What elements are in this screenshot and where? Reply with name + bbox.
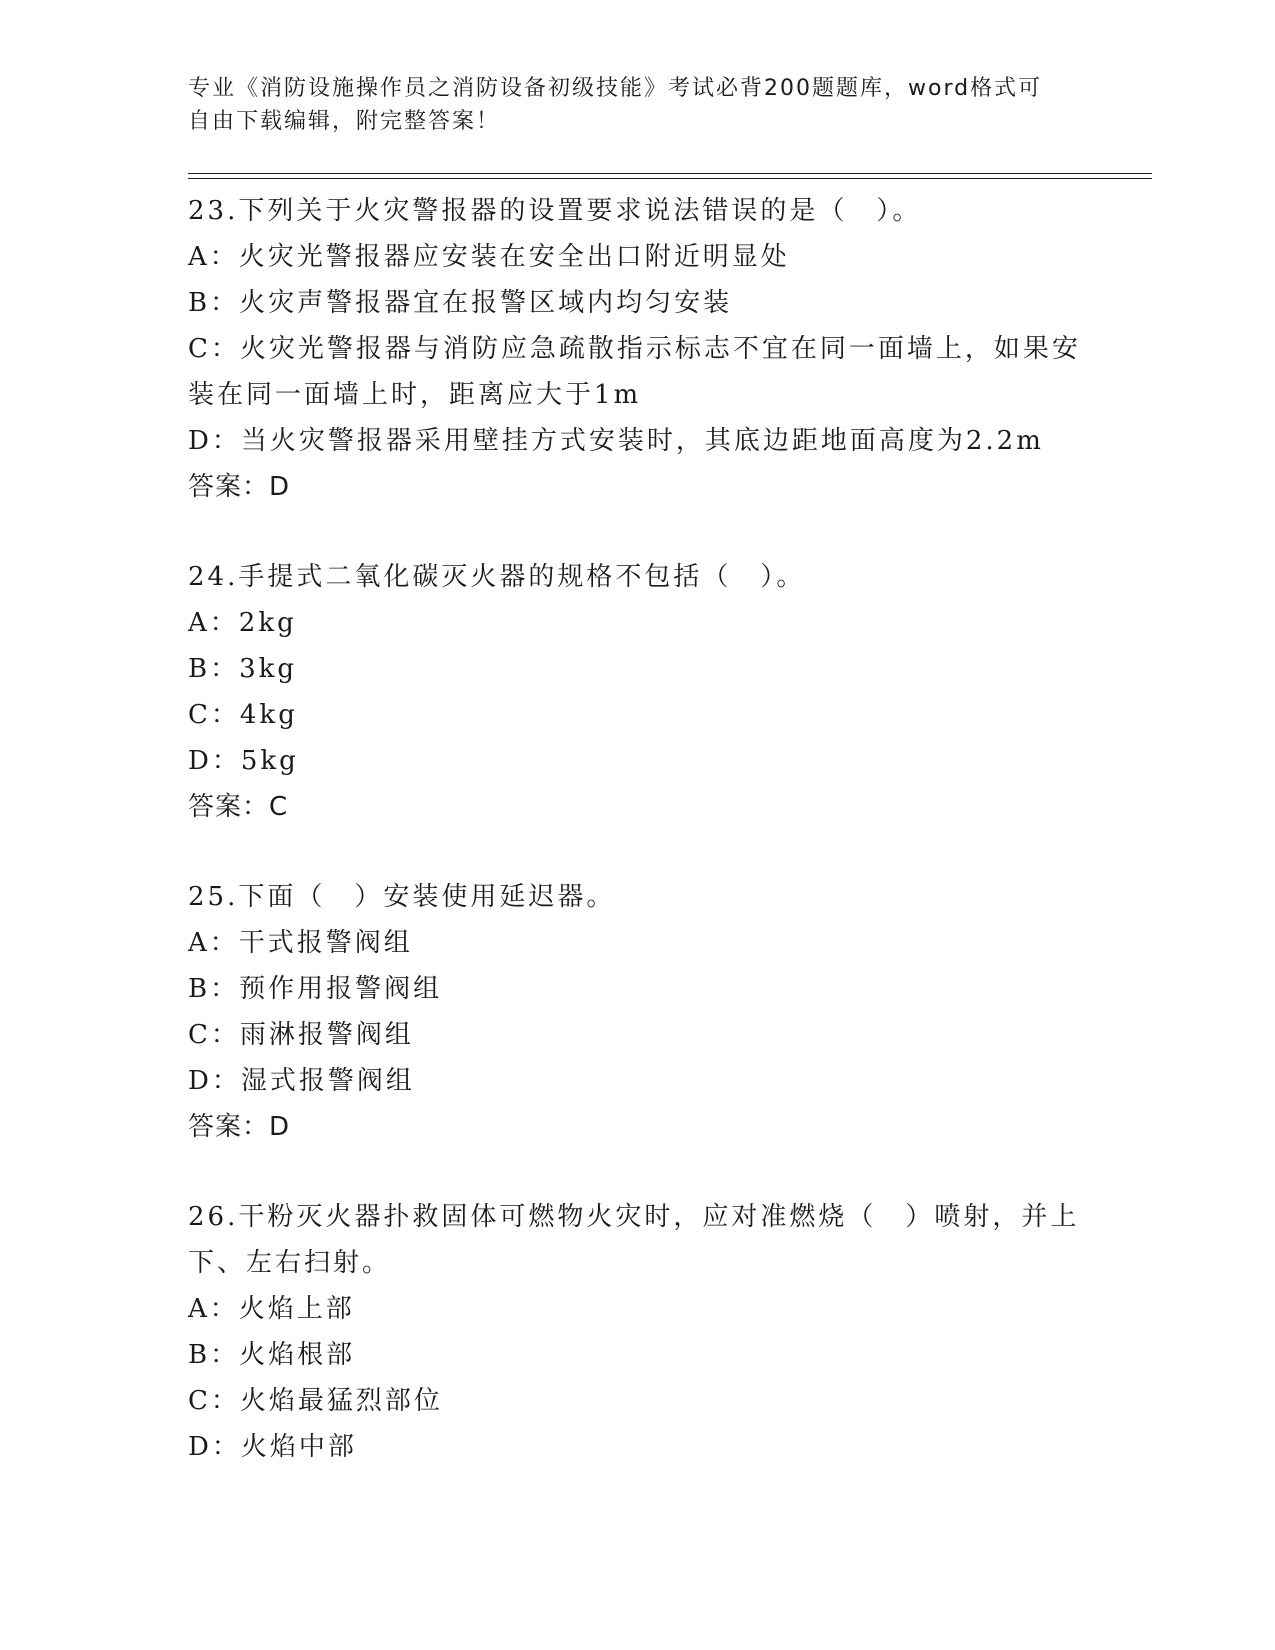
question-option: D：湿式报警阀组 [188,1066,415,1096]
question-block [188,554,1088,830]
question-block [188,188,1088,510]
question-option: B：3kg [188,654,298,684]
answer-line [188,784,1088,830]
header-divider-bottom [188,178,1152,179]
question-list [188,188,1088,1470]
answer-label: 答案： [188,472,270,502]
header-line-2: 自由下载编辑，附完整答案！ [188,109,501,134]
question-option: C：雨淋报警阀组 [188,1020,414,1050]
question-block [188,874,1088,1150]
question-option: 装在同一面墙上时，距离应大于1m [188,380,642,410]
document-header [188,72,1068,138]
question-option: A：2kg [188,608,297,638]
question-option: C：4kg [188,700,298,730]
question-stem: 23.下列关于火灾警报器的设置要求说法错误的是（ ）。 [188,196,922,226]
question-option: C：火焰最猛烈部位 [188,1386,443,1416]
answer-label: 答案： [188,1112,270,1142]
question-option: C：火灾光警报器与消防应急疏散指示标志不宜在同一面墙上，如果安 [188,334,1081,364]
answer-value: D [269,1112,291,1142]
question-option: A：火焰上部 [188,1294,355,1324]
answer-label: 答案： [188,792,270,822]
header-divider-top [188,173,1152,174]
answer-line [188,464,1088,510]
question-option: B：预作用报警阀组 [188,974,443,1004]
question-stem: 24.手提式二氧化碳灭火器的规格不包括（ ）。 [188,562,806,592]
answer-value: D [269,472,291,502]
question-stem: 下、左右扫射。 [188,1248,392,1278]
header-line-1: 专业《消防设施操作员之消防设备初级技能》考试必背200题题库，word格式可 [188,76,1043,101]
question-option: A：火灾光警报器应安装在安全出口附近明显处 [188,242,790,272]
answer-line [188,1104,1088,1150]
question-option: D：当火灾警报器采用壁挂方式安装时，其底边距地面高度为2.2m [188,426,1044,456]
question-block [188,1194,1088,1470]
question-option: B：火焰根部 [188,1340,356,1370]
question-stem: 26.干粉灭火器扑救固体可燃物火灾时，应对准燃烧（ ）喷射，并上 [188,1202,1080,1232]
question-option: B：火灾声警报器宜在报警区域内均匀安装 [188,288,733,318]
question-gap [188,510,1088,554]
answer-value: C [269,792,289,822]
question-gap [188,1150,1088,1194]
question-gap [188,830,1088,874]
question-option: D：5kg [188,746,299,776]
question-option: A：干式报警阀组 [188,928,413,958]
question-stem: 25.下面（ ）安装使用延迟器。 [188,882,616,912]
question-option: D：火焰中部 [188,1432,357,1462]
